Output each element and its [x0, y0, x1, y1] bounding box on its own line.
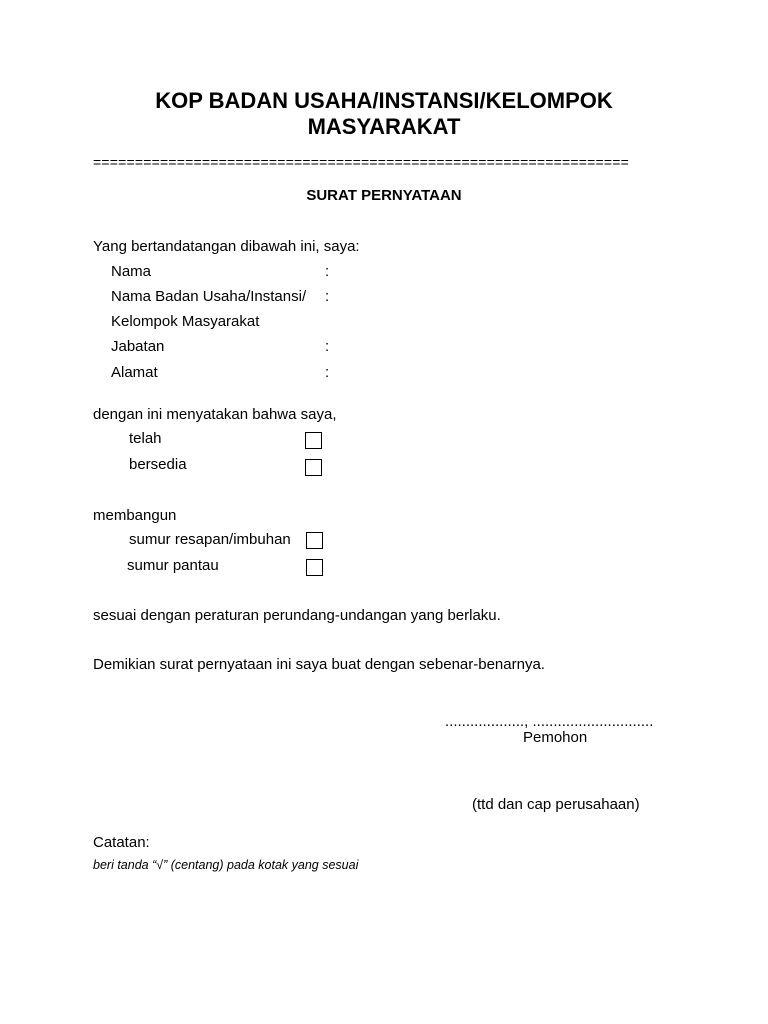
build-label: membangun [93, 507, 177, 524]
statement-intro: dengan ini menyatakan bahwa saya, [93, 406, 337, 423]
field-colon-alamat: : [325, 364, 330, 381]
field-colon-jabatan: : [325, 338, 330, 355]
checkbox-sumur-pantau[interactable] [306, 559, 323, 576]
option-label-sumur-pantau: sumur pantau [127, 557, 219, 574]
field-label-nama: Nama [111, 263, 152, 280]
field-colon-badan-usaha: : [325, 288, 330, 305]
option-label-bersedia: bersedia [129, 456, 187, 473]
signer-role: Pemohon [523, 729, 588, 746]
option-label-telah: telah [129, 430, 162, 447]
compliance-text: sesuai dengan peraturan perundang-undangan yang berlaku. [93, 607, 501, 624]
checkbox-sumur-resapan[interactable] [306, 532, 323, 549]
letterhead-title-line2: MASYARAKAT [307, 114, 461, 139]
field-colon-nama: : [325, 263, 330, 280]
field-label-badan-usaha: Nama Badan Usaha/Instansi/ [111, 288, 307, 305]
notes-text: beri tanda “√” (centang) pada kotak yang sesuai [93, 858, 359, 872]
intro-text: Yang bertandatangan dibawah ini, saya: [93, 238, 360, 255]
closing-text: Demikian surat pernyataan ini saya buat dengan sebenar-benarnya. [93, 656, 545, 673]
checkbox-telah[interactable] [305, 432, 322, 449]
notes-heading: Catatan: [93, 834, 150, 851]
field-label-kelompok: Kelompok Masyarakat [111, 313, 260, 330]
field-label-alamat: Alamat [111, 364, 158, 381]
document-title: SURAT PERNYATAAN [306, 187, 462, 204]
place-date-line: ..................., ............................. [445, 713, 654, 730]
checkbox-bersedia[interactable] [305, 459, 322, 476]
field-label-jabatan: Jabatan [111, 338, 165, 355]
option-label-sumur-resapan: sumur resapan/imbuhan [129, 531, 291, 548]
header-divider: ================================================================ [93, 154, 630, 170]
letterhead-title-line1: KOP BADAN USAHA/INSTANSI/KELOMPOK [155, 88, 613, 113]
signature-note: (ttd dan cap perusahaan) [472, 796, 640, 813]
